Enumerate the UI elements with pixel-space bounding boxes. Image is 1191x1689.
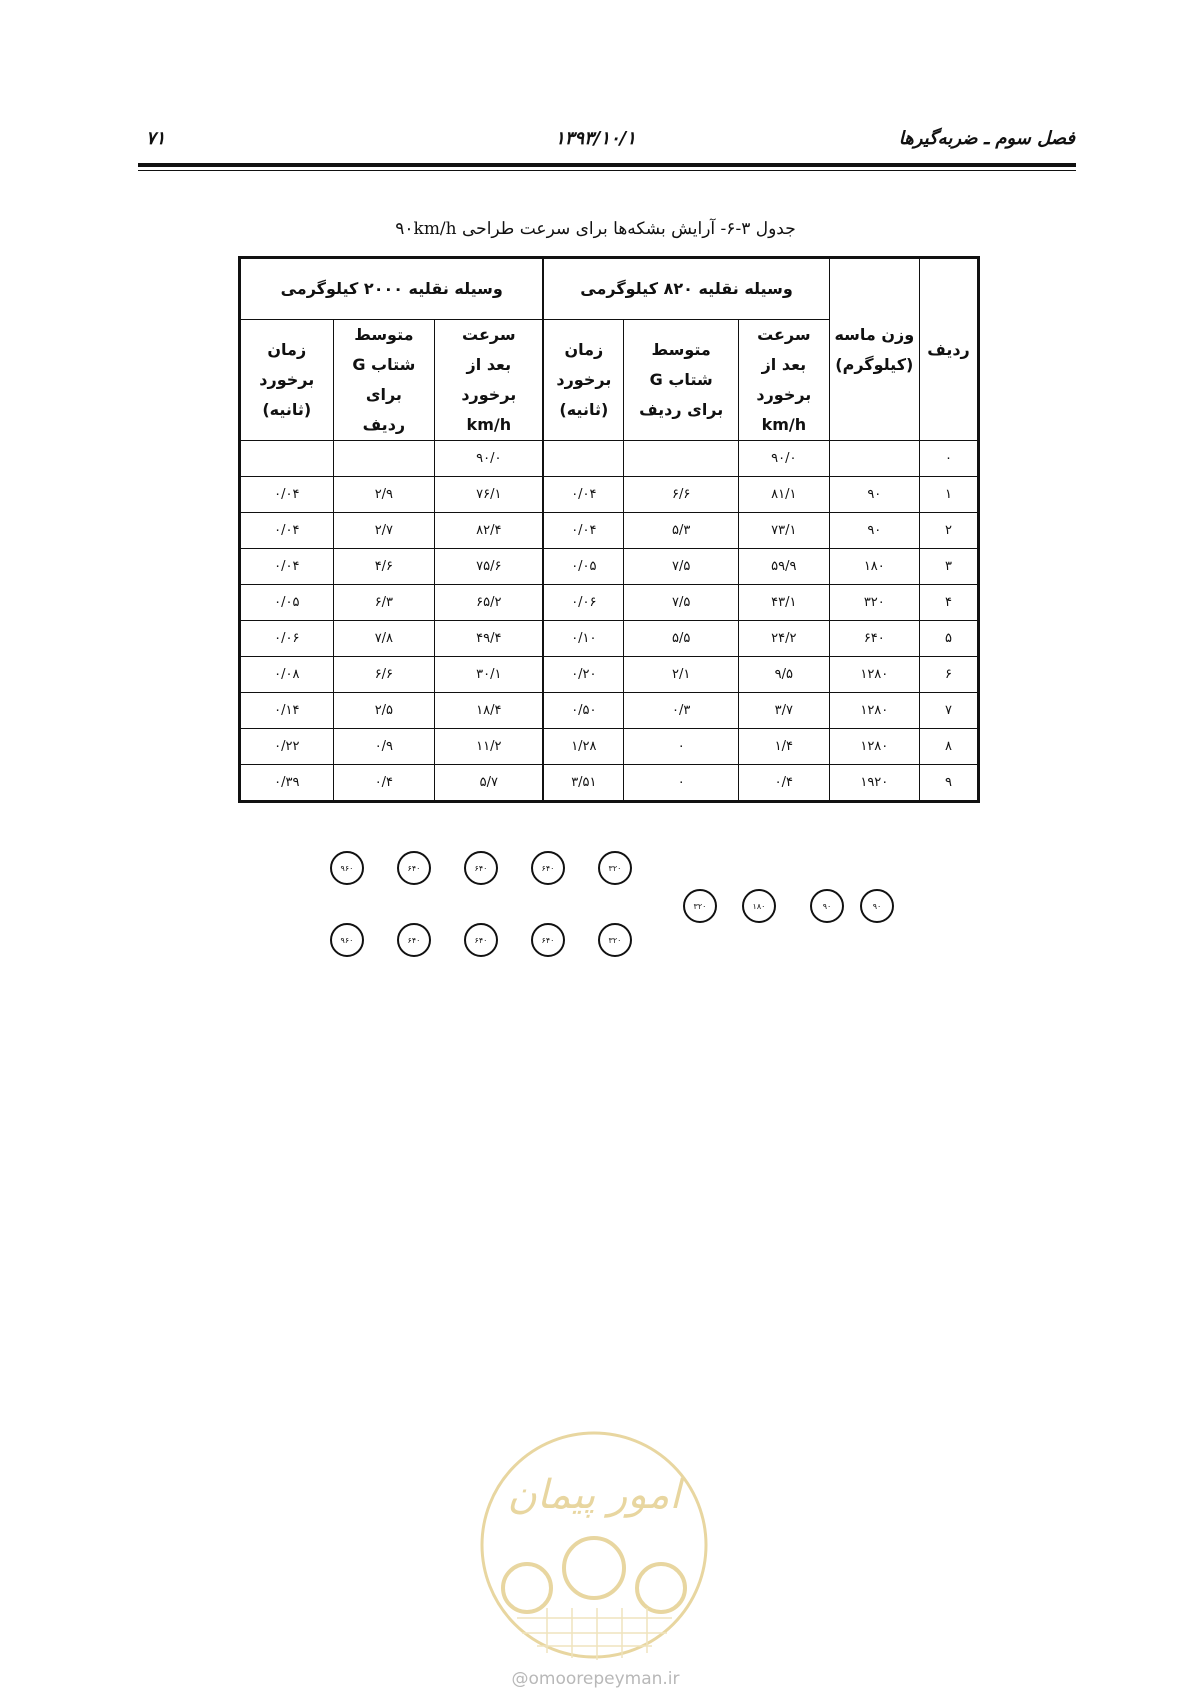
cell-avg-g-820: ۲/۱ <box>624 657 739 693</box>
barrel-lower-row: ۶۴۰ <box>531 923 565 957</box>
cell-speed-2000: ۸۲/۴ <box>435 513 544 549</box>
cell-impact-time-2000: ۰/۰۴ <box>240 513 334 549</box>
cell-avg-g-820: ۵/۵ <box>624 621 739 657</box>
table-caption: جدول ۳-۶- آرایش بشکه‌ها برای سرعت طراحی ۹۰km/h <box>395 219 796 239</box>
cell-sand-mass: ۳۲۰ <box>829 585 919 621</box>
header-speed-after-impact-2000: سرعت بعد از برخورد km/h <box>435 320 544 441</box>
barrel-front-row: ۳۲۰ <box>683 889 717 923</box>
cell-avg-g-820: ۷/۵ <box>624 549 739 585</box>
cell-speed-820: ۷۳/۱ <box>739 513 829 549</box>
cell-speed-2000: ۹۰/۰ <box>435 441 544 477</box>
barrel-upper-row: ۹۶۰ <box>330 851 364 885</box>
header-vehicle-820: وسیله نقلیه ۸۲۰ کیلوگرمی <box>543 258 829 320</box>
table-row <box>240 657 979 693</box>
cell-sand-mass: ۱۲۸۰ <box>829 693 919 729</box>
cell-avg-g-820: ۰ <box>624 765 739 802</box>
cell-impact-time-820: ۰/۵۰ <box>543 693 623 729</box>
header-date: ۱۳۹۳/۱۰/۱ <box>555 128 636 149</box>
cell-impact-time-2000 <box>240 441 334 477</box>
table-row <box>240 549 979 585</box>
table-row <box>240 621 979 657</box>
cell-avg-g-820: ۷/۵ <box>624 585 739 621</box>
cell-row-number: ۰ <box>920 441 979 477</box>
cell-row-number: ۹ <box>920 765 979 802</box>
cell-avg-g-2000: ۲/۵ <box>333 693 435 729</box>
cell-impact-time-2000: ۰/۱۴ <box>240 693 334 729</box>
header-rule-thick <box>138 163 1076 167</box>
cell-speed-2000: ۶۵/۲ <box>435 585 544 621</box>
cell-speed-820: ۸۱/۱ <box>739 477 829 513</box>
cell-impact-time-820: ۳/۵۱ <box>543 765 623 802</box>
table-row <box>240 693 979 729</box>
cell-avg-g-2000: ۲/۹ <box>333 477 435 513</box>
cell-avg-g-820: ۰/۳ <box>624 693 739 729</box>
cell-speed-820: ۱/۴ <box>739 729 829 765</box>
chapter-title: فصل سوم ـ ضربه‌گیرها <box>898 128 1075 149</box>
cell-speed-820: ۲۴/۲ <box>739 621 829 657</box>
header-vehicle-2000: وسیله نقلیه ۲۰۰۰ کیلوگرمی <box>240 258 544 320</box>
cell-speed-820: ۴۳/۱ <box>739 585 829 621</box>
cell-speed-820: ۹/۵ <box>739 657 829 693</box>
barrel-front-row: ۱۸۰ <box>742 889 776 923</box>
cell-avg-g-2000: ۰/۹ <box>333 729 435 765</box>
cell-impact-time-2000: ۰/۲۲ <box>240 729 334 765</box>
cell-speed-2000: ۴۹/۴ <box>435 621 544 657</box>
cell-sand-mass <box>829 441 919 477</box>
cell-speed-820: ۹۰/۰ <box>739 441 829 477</box>
barrel-front-row: ۹۰ <box>810 889 844 923</box>
cell-impact-time-820: ۰/۲۰ <box>543 657 623 693</box>
barrel-lower-row: ۶۴۰ <box>397 923 431 957</box>
barrel-lower-row: ۶۴۰ <box>464 923 498 957</box>
cell-sand-mass: ۱۲۸۰ <box>829 657 919 693</box>
header-row-number: ردیف <box>920 258 979 441</box>
header-speed-after-impact-820: سرعت بعد از برخورد km/h <box>739 320 829 441</box>
cell-speed-2000: ۵/۷ <box>435 765 544 802</box>
table-row <box>240 477 979 513</box>
cell-sand-mass: ۹۰ <box>829 477 919 513</box>
cell-impact-time-2000: ۰/۰۴ <box>240 477 334 513</box>
header-avg-g-820: متوسط شتاب G برای ردیف <box>624 320 739 441</box>
cell-speed-820: ۰/۴ <box>739 765 829 802</box>
cell-impact-time-820: ۱/۲۸ <box>543 729 623 765</box>
cell-avg-g-2000 <box>333 441 435 477</box>
cell-avg-g-2000: ۲/۷ <box>333 513 435 549</box>
watermark-url: @omoorepeyman.ir <box>511 1669 680 1689</box>
cell-avg-g-2000: ۰/۴ <box>333 765 435 802</box>
watermark-logo <box>477 1428 712 1663</box>
cell-avg-g-2000: ۷/۸ <box>333 621 435 657</box>
cell-avg-g-820: ۵/۳ <box>624 513 739 549</box>
cell-sand-mass: ۱۲۸۰ <box>829 729 919 765</box>
barrel-upper-row: ۳۲۰ <box>598 851 632 885</box>
cell-sand-mass: ۱۹۲۰ <box>829 765 919 802</box>
cell-row-number: ۲ <box>920 513 979 549</box>
table-row <box>240 513 979 549</box>
header-rule-thin <box>138 170 1076 171</box>
cell-impact-time-2000: ۰/۰۸ <box>240 657 334 693</box>
cell-speed-2000: ۷۶/۱ <box>435 477 544 513</box>
cell-speed-2000: ۱۱/۲ <box>435 729 544 765</box>
cell-impact-time-820: ۰/۰۶ <box>543 585 623 621</box>
cell-avg-g-820: ۰ <box>624 729 739 765</box>
barrel-lower-row: ۹۶۰ <box>330 923 364 957</box>
cell-speed-2000: ۷۵/۶ <box>435 549 544 585</box>
cell-speed-2000: ۱۸/۴ <box>435 693 544 729</box>
cell-impact-time-2000: ۰/۰۴ <box>240 549 334 585</box>
cell-row-number: ۵ <box>920 621 979 657</box>
cell-row-number: ۶ <box>920 657 979 693</box>
barrel-upper-row: ۶۴۰ <box>464 851 498 885</box>
cell-avg-g-2000: ۶/۳ <box>333 585 435 621</box>
header-impact-time-820: زمان برخورد (ثانیه) <box>543 320 623 441</box>
table-row <box>240 765 979 802</box>
cell-impact-time-2000: ۰/۰۵ <box>240 585 334 621</box>
cell-avg-g-2000: ۴/۶ <box>333 549 435 585</box>
table-row <box>240 729 979 765</box>
cell-sand-mass: ۶۴۰ <box>829 621 919 657</box>
barrel-lower-row: ۳۲۰ <box>598 923 632 957</box>
cell-impact-time-820: ۰/۰۴ <box>543 513 623 549</box>
cell-impact-time-820: ۰/۰۵ <box>543 549 623 585</box>
cell-avg-g-820 <box>624 441 739 477</box>
header-impact-time-2000: زمان برخورد (ثانیه) <box>240 320 334 441</box>
cell-speed-820: ۵۹/۹ <box>739 549 829 585</box>
header-sand-mass: وزن ماسه (کیلوگرم) <box>829 258 919 441</box>
cell-sand-mass: ۱۸۰ <box>829 549 919 585</box>
cell-impact-time-820: ۰/۱۰ <box>543 621 623 657</box>
cell-avg-g-820: ۶/۶ <box>624 477 739 513</box>
cell-impact-time-820: ۰/۰۴ <box>543 477 623 513</box>
cell-speed-2000: ۳۰/۱ <box>435 657 544 693</box>
barrel-front-row: ۹۰ <box>860 889 894 923</box>
barrel-upper-row: ۶۴۰ <box>531 851 565 885</box>
cell-impact-time-2000: ۰/۰۶ <box>240 621 334 657</box>
cell-row-number: ۸ <box>920 729 979 765</box>
cell-row-number: ۷ <box>920 693 979 729</box>
cell-sand-mass: ۹۰ <box>829 513 919 549</box>
cell-impact-time-2000: ۰/۳۹ <box>240 765 334 802</box>
cell-row-number: ۱ <box>920 477 979 513</box>
cell-row-number: ۳ <box>920 549 979 585</box>
header-avg-g-2000: متوسط شتاب G برای ردیف <box>333 320 435 441</box>
cell-row-number: ۴ <box>920 585 979 621</box>
cell-impact-time-820 <box>543 441 623 477</box>
cell-speed-820: ۳/۷ <box>739 693 829 729</box>
barrel-upper-row: ۶۴۰ <box>397 851 431 885</box>
table-row <box>240 585 979 621</box>
table-row <box>240 441 979 477</box>
page-number: ۷۱ <box>146 128 166 149</box>
watermark-logo-text: امور پیمان <box>507 1472 681 1518</box>
barrel-array-table <box>238 256 980 803</box>
cell-avg-g-2000: ۶/۶ <box>333 657 435 693</box>
